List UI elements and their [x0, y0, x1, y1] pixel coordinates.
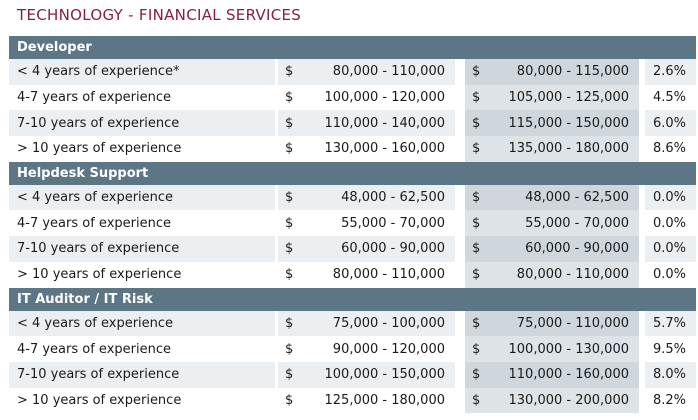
experience-label: < 4 years of experience: [9, 185, 275, 211]
percent-change: 8.6%: [645, 136, 696, 162]
current-salary-cell: [278, 336, 455, 362]
table-row: [9, 110, 696, 136]
current-salary-cell: [278, 136, 455, 162]
percent-change: 8.2%: [645, 388, 696, 414]
dollar-sign: $: [285, 315, 294, 331]
experience-label: < 4 years of experience: [9, 311, 275, 337]
dollar-sign: $: [285, 115, 294, 131]
current-salary-cell: [278, 311, 455, 337]
section-header-developer: Developer: [9, 36, 696, 59]
new-salary-cell: [465, 59, 639, 85]
experience-label: > 10 years of experience: [9, 136, 275, 162]
current-salary-cell: [278, 388, 455, 414]
current-salary-cell: [278, 236, 455, 262]
dollar-sign: $: [472, 115, 481, 131]
dollar-sign: $: [285, 90, 294, 106]
experience-label: 4-7 years of experience: [9, 85, 275, 111]
new-salary-range: 115,000 - 150,000: [508, 115, 629, 131]
dollar-sign: $: [285, 141, 294, 157]
table-row: [9, 210, 696, 236]
section-header-it-auditor-risk: IT Auditor / IT Risk: [9, 288, 696, 311]
current-salary-range: 55,000 - 70,000: [341, 215, 445, 231]
salary-table: [9, 36, 696, 413]
dollar-sign: $: [285, 215, 294, 231]
new-salary-cell: [465, 136, 639, 162]
new-salary-range: 55,000 - 70,000: [525, 215, 629, 231]
table-row: [9, 85, 696, 111]
dollar-sign: $: [472, 392, 481, 408]
dollar-sign: $: [285, 64, 294, 80]
new-salary-range: 110,000 - 160,000: [508, 367, 629, 383]
current-salary-cell: [278, 110, 455, 136]
table-row: [9, 59, 696, 85]
current-salary-cell: [278, 185, 455, 211]
dollar-sign: $: [285, 241, 294, 257]
page-title: TECHNOLOGY - FINANCIAL SERVICES: [17, 6, 302, 24]
current-salary-range: 75,000 - 100,000: [332, 315, 445, 331]
dollar-sign: $: [472, 64, 481, 80]
new-salary-cell: [465, 362, 639, 388]
dollar-sign: $: [472, 90, 481, 106]
current-salary-range: 90,000 - 120,000: [332, 341, 445, 357]
experience-label: 7-10 years of experience: [9, 236, 275, 262]
new-salary-cell: [465, 311, 639, 337]
current-salary-cell: [278, 362, 455, 388]
dollar-sign: $: [472, 341, 481, 357]
new-salary-range: 130,000 - 200,000: [508, 392, 629, 408]
experience-label: 4-7 years of experience: [9, 336, 275, 362]
current-salary-range: 48,000 - 62,500: [341, 190, 445, 206]
table-row: [9, 136, 696, 162]
percent-change: 0.0%: [645, 185, 696, 211]
current-salary-range: 60,000 - 90,000: [341, 241, 445, 257]
current-salary-range: 125,000 - 180,000: [324, 392, 445, 408]
percent-change: 0.0%: [645, 236, 696, 262]
new-salary-range: 135,000 - 180,000: [508, 141, 629, 157]
new-salary-cell: [465, 336, 639, 362]
percent-change: 4.5%: [645, 85, 696, 111]
dollar-sign: $: [285, 190, 294, 206]
dollar-sign: $: [472, 241, 481, 257]
dollar-sign: $: [285, 341, 294, 357]
new-salary-range: 105,000 - 125,000: [508, 90, 629, 106]
dollar-sign: $: [472, 267, 481, 283]
current-salary-cell: [278, 85, 455, 111]
section-header-helpdesk-support: Helpdesk Support: [9, 162, 696, 185]
table-row: [9, 236, 696, 262]
experience-label: 7-10 years of experience: [9, 110, 275, 136]
new-salary-range: 80,000 - 110,000: [516, 267, 629, 283]
dollar-sign: $: [285, 367, 294, 383]
dollar-sign: $: [472, 190, 481, 206]
dollar-sign: $: [472, 315, 481, 331]
percent-change: 9.5%: [645, 336, 696, 362]
percent-change: 0.0%: [645, 262, 696, 288]
percent-change: 0.0%: [645, 210, 696, 236]
new-salary-range: 60,000 - 90,000: [525, 241, 629, 257]
new-salary-range: 100,000 - 130,000: [508, 341, 629, 357]
new-salary-range: 48,000 - 62,500: [525, 190, 629, 206]
table-row: [9, 262, 696, 288]
new-salary-cell: [465, 85, 639, 111]
current-salary-range: 100,000 - 150,000: [324, 367, 445, 383]
percent-change: 8.0%: [645, 362, 696, 388]
new-salary-cell: [465, 185, 639, 211]
dollar-sign: $: [472, 367, 481, 383]
table-row: [9, 336, 696, 362]
current-salary-range: 130,000 - 160,000: [324, 141, 445, 157]
percent-change: 5.7%: [645, 311, 696, 337]
percent-change: 2.6%: [645, 59, 696, 85]
current-salary-cell: [278, 210, 455, 236]
new-salary-cell: [465, 262, 639, 288]
current-salary-range: 110,000 - 140,000: [324, 115, 445, 131]
table-row: [9, 185, 696, 211]
dollar-sign: $: [285, 392, 294, 408]
new-salary-range: 80,000 - 115,000: [516, 64, 629, 80]
current-salary-cell: [278, 262, 455, 288]
percent-change: 6.0%: [645, 110, 696, 136]
experience-label: > 10 years of experience: [9, 262, 275, 288]
current-salary-range: 100,000 - 120,000: [324, 90, 445, 106]
dollar-sign: $: [285, 267, 294, 283]
new-salary-range: 75,000 - 110,000: [516, 315, 629, 331]
experience-label: 4-7 years of experience: [9, 210, 275, 236]
current-salary-range: 80,000 - 110,000: [332, 267, 445, 283]
experience-label: < 4 years of experience*: [9, 59, 275, 85]
table-row: [9, 362, 696, 388]
table-row: [9, 388, 696, 414]
new-salary-cell: [465, 210, 639, 236]
dollar-sign: $: [472, 141, 481, 157]
dollar-sign: $: [472, 215, 481, 231]
new-salary-cell: [465, 388, 639, 414]
table-row: [9, 311, 696, 337]
new-salary-cell: [465, 236, 639, 262]
current-salary-cell: [278, 59, 455, 85]
new-salary-cell: [465, 110, 639, 136]
experience-label: > 10 years of experience: [9, 388, 275, 414]
current-salary-range: 80,000 - 110,000: [332, 64, 445, 80]
experience-label: 7-10 years of experience: [9, 362, 275, 388]
